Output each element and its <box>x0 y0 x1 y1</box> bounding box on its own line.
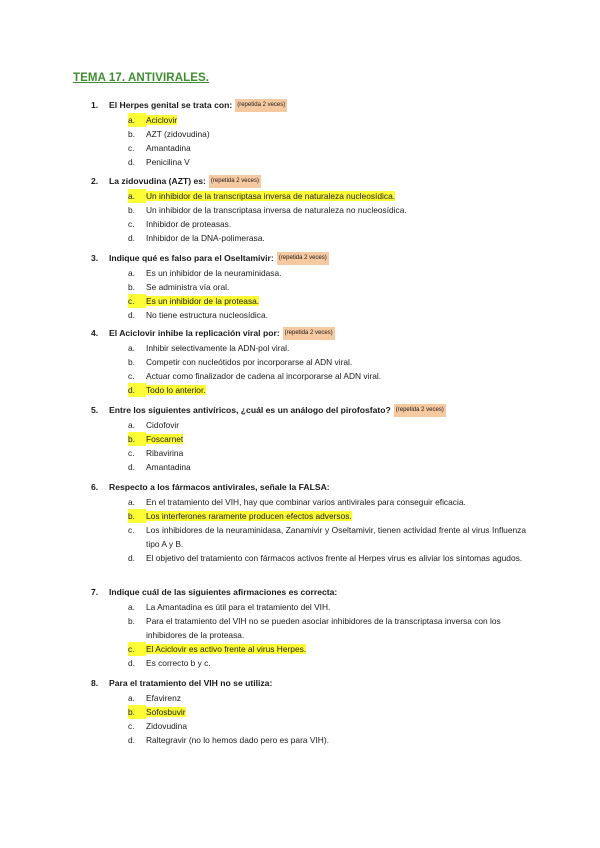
option-letter: c. <box>128 642 146 656</box>
option <box>91 294 531 308</box>
option <box>91 189 531 203</box>
option-letter: c. <box>128 294 146 308</box>
option-text: No tiene estructura nucleosídica. <box>146 310 268 320</box>
option <box>91 341 531 355</box>
question-number: 5. <box>91 405 99 415</box>
question-text: La zidovudina (AZT) es: <box>109 176 206 186</box>
option-text-highlighted: Aciclovir <box>146 115 178 125</box>
option <box>91 656 531 670</box>
question-2 <box>91 175 531 245</box>
option <box>91 127 531 141</box>
option-letter: a. <box>128 497 135 507</box>
question-text: Entre los siguientes antivíricos, ¿cuál es un análogo del pirofosfato? <box>109 405 391 415</box>
question-text: Para el tratamiento del VIH no se utiliza: <box>109 678 273 688</box>
option-letter: b. <box>128 432 146 446</box>
option-text: Efavirenz <box>146 693 181 703</box>
option <box>91 495 531 509</box>
option <box>91 523 531 551</box>
option-text-highlighted: Un inhibidor de la transcriptasa inversa de naturaleza nucleosídica. <box>146 191 396 201</box>
question-number: 1. <box>91 100 99 110</box>
question-number: 4. <box>91 328 99 338</box>
option-letter: c. <box>128 448 135 458</box>
question-3 <box>91 252 531 322</box>
option-letter: c. <box>128 371 135 381</box>
option-text: Inhibidor de la DNA-polimerasa. <box>146 233 265 243</box>
option-letter: b. <box>128 357 135 367</box>
option-letter: a. <box>128 189 146 203</box>
option-text-highlighted: Foscarnet <box>146 434 184 444</box>
option <box>91 642 531 656</box>
question-7 <box>91 586 531 670</box>
option-letter: a. <box>128 602 135 612</box>
option <box>91 691 531 705</box>
option <box>91 705 531 719</box>
option-letter: a. <box>128 343 135 353</box>
option-text: El objetivo del tratamiento con fármacos activos frente al Herpes virus es aliviar los síntomas agudos. <box>146 553 523 563</box>
option <box>91 308 531 322</box>
question-number: 6. <box>91 482 99 492</box>
option <box>91 217 531 231</box>
option-text: AZT (zidovudina) <box>146 129 210 139</box>
repeat-note: (repetida 2 veces) <box>277 252 329 265</box>
question-8 <box>91 677 531 747</box>
option <box>91 460 531 474</box>
question-6 <box>91 481 531 565</box>
option-text-highlighted: El Aciclovir es activo frente al virus Herpes. <box>146 644 307 654</box>
option-text: Es correcto b y c. <box>146 658 211 668</box>
option-text: Actuar como finalizador de cadena al incorporarse al ADN viral. <box>146 371 382 381</box>
option-text-highlighted: Sofosbuvir <box>146 707 186 717</box>
option <box>91 614 531 642</box>
option-text: Es un inhibidor de la neuraminidasa. <box>146 268 282 278</box>
option <box>91 600 531 614</box>
option-letter: a. <box>128 420 135 430</box>
option-letter: d. <box>128 658 135 668</box>
question-number: 2. <box>91 176 99 186</box>
option-letter: d. <box>128 157 135 167</box>
question-5 <box>91 404 531 474</box>
option-letter: b. <box>128 129 135 139</box>
question-text: El Aciclovir inhibe la replicación viral por: <box>109 328 280 338</box>
option-text: Un inhibidor de la transcriptasa inversa de naturaleza no nucleosídica. <box>146 205 407 215</box>
option-letter: c. <box>128 525 135 535</box>
option-letter: b. <box>128 616 135 626</box>
option-text: En el tratamiento del VIH, hay que combinar varios antivirales para conseguir eficacia. <box>146 497 466 507</box>
option-text: La Amantadina es útil para el tratamiento del VIH. <box>146 602 331 612</box>
option-text: Amantadina <box>146 143 191 153</box>
option <box>91 231 531 245</box>
option <box>91 446 531 460</box>
option-text: Competir con nucleótidos por incorporarse al ADN viral. <box>146 357 353 367</box>
option <box>91 141 531 155</box>
repeat-note: (repetida 2 veces) <box>235 99 287 112</box>
option <box>91 266 531 280</box>
question-number: 3. <box>91 253 99 263</box>
question-number: 8. <box>91 678 99 688</box>
question-number: 7. <box>91 587 99 597</box>
option <box>91 355 531 369</box>
option-letter: d. <box>128 735 135 745</box>
option-letter: c. <box>128 143 135 153</box>
option-letter: a. <box>128 693 135 703</box>
option-text-highlighted: Todo lo anterior. <box>146 385 206 395</box>
option-letter: a. <box>128 268 135 278</box>
option-letter: d. <box>128 462 135 472</box>
option-letter: d. <box>128 310 135 320</box>
question-text: Indique qué es falso para el Oseltamivir: <box>109 253 274 263</box>
question-text: Respecto a los fármacos antivirales, señale la FALSA: <box>109 482 330 492</box>
option-letter: b. <box>128 205 135 215</box>
option-text: Se administra vía oral. <box>146 282 230 292</box>
option <box>91 733 531 747</box>
option-letter: d. <box>128 383 146 397</box>
document-title: TEMA 17. ANTIVIRALES. <box>73 72 210 84</box>
option-text: Inhibir selectivamente la ADN-pol viral. <box>146 343 290 353</box>
option-text: Zidovudina <box>146 721 187 731</box>
option <box>91 509 531 523</box>
option <box>91 155 531 169</box>
option <box>91 383 531 397</box>
option-text-highlighted: Los interferones raramente producen efectos adversos. <box>146 511 352 521</box>
option-text: Ribavirina <box>146 448 184 458</box>
option-letter: b. <box>128 282 135 292</box>
option-text-highlighted: Es un inhibidor de la proteasa. <box>146 296 260 306</box>
option-text: Inhibidor de proteasas. <box>146 219 232 229</box>
option-letter: d. <box>128 553 135 563</box>
repeat-note: (repetida 2 veces) <box>283 327 335 340</box>
repeat-note: (repetida 2 veces) <box>209 175 261 188</box>
option-letter: a. <box>128 113 146 127</box>
question-1 <box>91 99 531 169</box>
option-text: Raltegravir (no lo hemos dado pero es para VIH). <box>146 735 329 745</box>
question-4 <box>91 327 531 397</box>
question-text: El Herpes genital se trata con: <box>109 100 233 110</box>
option-letter: c. <box>128 219 135 229</box>
option <box>91 719 531 733</box>
option <box>91 551 531 565</box>
option-letter: b. <box>128 705 146 719</box>
option <box>91 280 531 294</box>
question-text: Indique cuál de las siguientes afirmaciones es correcta: <box>109 587 338 597</box>
option-letter: b. <box>128 509 146 523</box>
option <box>91 432 531 446</box>
option-text: Penicilina V <box>146 157 190 167</box>
option <box>91 203 531 217</box>
option-letter: d. <box>128 233 135 243</box>
option-text: Cidofovir <box>146 420 180 430</box>
option-text: Los inhibidores de la neuraminidasa, Zanamivir y Oseltamivir, tienen actividad frente al virus Influenza tipo A y B. <box>146 525 526 549</box>
option <box>91 418 531 432</box>
repeat-note: (repetida 2 veces) <box>394 404 446 417</box>
option <box>91 113 531 127</box>
option <box>91 369 531 383</box>
option-letter: c. <box>128 721 135 731</box>
option-text: Amantadina <box>146 462 191 472</box>
option-text: Para el tratamiento del VIH no se pueden asociar inhibidores de la transcriptasa inversa con los inhibidores de la proteasa. <box>146 616 501 640</box>
